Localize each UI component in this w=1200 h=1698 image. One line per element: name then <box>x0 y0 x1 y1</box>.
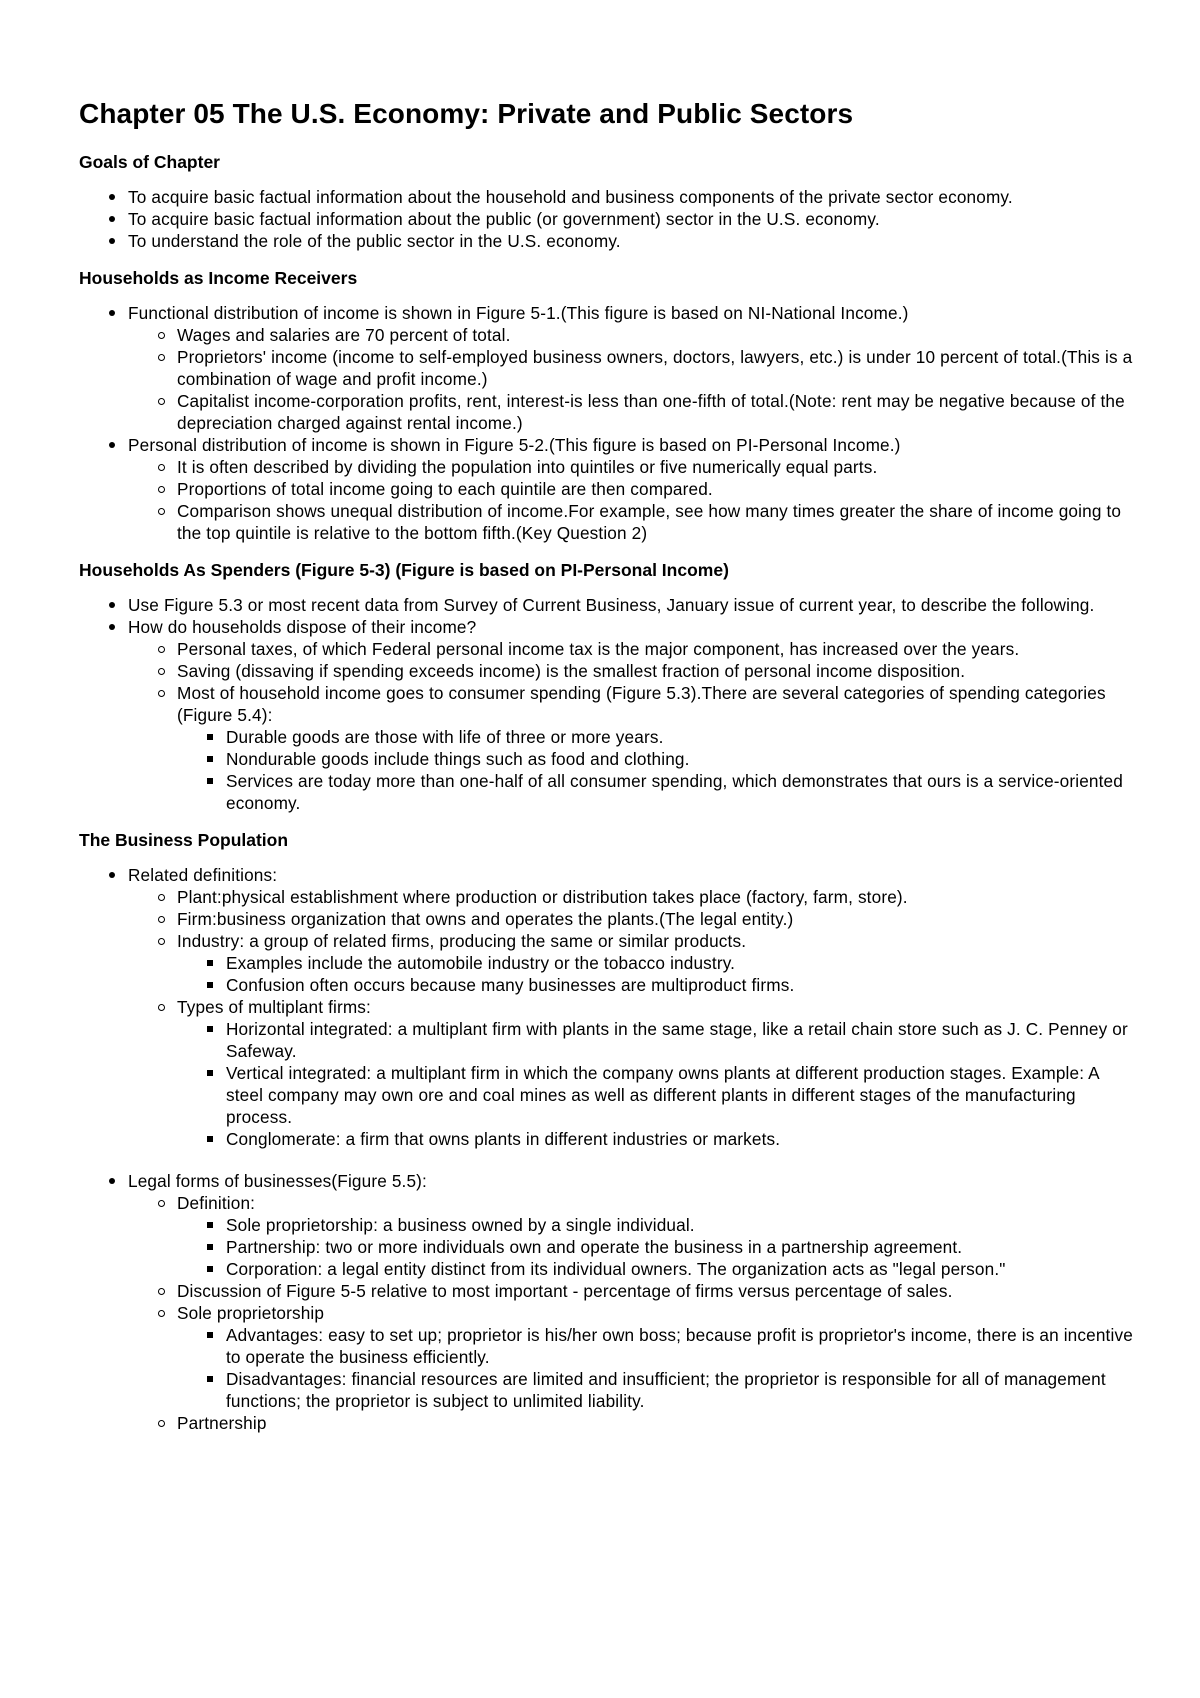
list-item: Firm:business organization that owns and operates the plants.(The legal entity.) <box>128 908 1140 930</box>
list-item: Sole proprietorship: a business owned by a single individual. <box>177 1214 1140 1236</box>
spenders-list <box>79 594 1140 814</box>
list-item: To acquire basic factual information about the public (or government) sector in the U.S. economy. <box>79 208 1140 230</box>
list-item: Related definitions: Plant:physical establishment where production or distribution takes place (factory, farm, store). Firm:business organization that owns and operates the plants.(The legal entity.) Industry: a group of related firms, producing the same or similar products. Examples include the automobile industry or the tobacco industry. Confusion often occurs because many businesses are multiproduct firms. Types of multiplant firms: Horizontal integrated: a multiplant firm with plants in the same stage, like a retail chain store such as J. C. Penney or Safeway. Vertical integrated: a multiplant firm in which the company owns plants at different production stages. Example: A steel company may own ore and coal mines as well as different plants in different stages of the manufacturing process. Conglomerate: a firm that owns plants in different industries or markets. <box>79 864 1140 1170</box>
list-item: Nondurable goods include things such as food and clothing. <box>177 748 1140 770</box>
list-spacer <box>128 1150 1140 1170</box>
list-item: Durable goods are those with life of three or more years. <box>177 726 1140 748</box>
list-item: Plant:physical establishment where production or distribution takes place (factory, farm, store). <box>128 886 1140 908</box>
list-item: Partnership <box>128 1412 1140 1434</box>
list-item: Wages and salaries are 70 percent of total. <box>128 324 1140 346</box>
list-item: Advantages: easy to set up; proprietor is his/her own boss; because profit is proprietor's income, there is an incentive to operate the business efficiently. <box>177 1324 1140 1368</box>
list-item: Capitalist income-corporation profits, rent, interest-is less than one-fifth of total.(Note: rent may be negative because of the depreciation charged against rental income.) <box>128 390 1140 434</box>
list-item: Types of multiplant firms: Horizontal integrated: a multiplant firm with plants in the same stage, like a retail chain store such as J. C. Penney or Safeway. Vertical integrated: a multiplant firm in which the company owns plants at different production stages. Example: A steel company may own ore and coal mines as well as different plants in different stages of the manufacturing process. Conglomerate: a firm that owns plants in different industries or markets. <box>128 996 1140 1150</box>
list-item: Functional distribution of income is shown in Figure 5-1.(This figure is based on NI-National Income.) Wages and salaries are 70 percent of total. Proprietors' income (income to self-employed business owners, doctors, lawyers, etc.) is under 10 percent of total.(This is a combination of wage and profit income.) Capitalist income-corporation profits, rent, interest-is less than one-fifth of total.(Note: rent may be negative because of the depreciation charged against rental income.) <box>79 302 1140 434</box>
list-item: Comparison shows unequal distribution of income.For example, see how many times greater the share of income going to the top quintile is relative to the bottom fifth.(Key Question 2) <box>128 500 1140 544</box>
list-item: Conglomerate: a firm that owns plants in different industries or markets. <box>177 1128 1140 1150</box>
list-item: How do households dispose of their income? Personal taxes, of which Federal personal income tax is the major component, has increased over the years. Saving (dissaving if spending exceeds income) is the smallest fraction of personal income disposition. Most of household income goes to consumer spending (Figure 5.3).There are several categories of spending categories (Figure 5.4): Durable goods are those with life of three or more years. Nondurable goods include things such as food and clothing. Services are today more than one-half of all consumer spending, which demonstrates that ours is a service-oriented economy. <box>79 616 1140 814</box>
list-item: To acquire basic factual information about the household and business components of the private sector economy. <box>79 186 1140 208</box>
list-item: Personal taxes, of which Federal personal income tax is the major component, has increased over the years. <box>128 638 1140 660</box>
list-item: It is often described by dividing the population into quintiles or five numerically equal parts. <box>128 456 1140 478</box>
list-item: Saving (dissaving if spending exceeds income) is the smallest fraction of personal income disposition. <box>128 660 1140 682</box>
list-item: Discussion of Figure 5-5 relative to most important - percentage of firms versus percentage of sales. <box>128 1280 1140 1302</box>
list-item: Proprietors' income (income to self-employed business owners, doctors, lawyers, etc.) is under 10 percent of total.(This is a combination of wage and profit income.) <box>128 346 1140 390</box>
list-item: Horizontal integrated: a multiplant firm with plants in the same stage, like a retail chain store such as J. C. Penney or Safeway. <box>177 1018 1140 1062</box>
list-item: Confusion often occurs because many businesses are multiproduct firms. <box>177 974 1140 996</box>
list-item: Proportions of total income going to each quintile are then compared. <box>128 478 1140 500</box>
list-item: To understand the role of the public sector in the U.S. economy. <box>79 230 1140 252</box>
list-item: Services are today more than one-half of all consumer spending, which demonstrates that ours is a service-oriented economy. <box>177 770 1140 814</box>
income-receivers-list <box>79 302 1140 544</box>
list-item: Definition: Sole proprietorship: a business owned by a single individual. Partnership: two or more individuals own and operate the business in a partnership agreement. Corporation: a legal entity distinct from its individual owners. The organization acts as "legal person." <box>128 1192 1140 1280</box>
list-item: Corporation: a legal entity distinct from its individual owners. The organization acts as "legal person." <box>177 1258 1140 1280</box>
income-receivers-heading: Households as Income Receivers <box>79 268 358 288</box>
spenders-heading: Households As Spenders (Figure 5-3) (Figure is based on PI-Personal Income) <box>79 560 729 580</box>
business-list <box>79 864 1140 1434</box>
list-item: Examples include the automobile industry or the tobacco industry. <box>177 952 1140 974</box>
list-item: Sole proprietorship Advantages: easy to set up; proprietor is his/her own boss; because profit is proprietor's income, there is an incentive to operate the business efficiently. Disadvantages: financial resources are limited and insufficient; the proprietor is responsible for all of management functions; the proprietor is subject to unlimited liability. <box>128 1302 1140 1412</box>
list-item: Disadvantages: financial resources are limited and insufficient; the proprietor is responsible for all of management functions; the proprietor is subject to unlimited liability. <box>177 1368 1140 1412</box>
list-item: Personal distribution of income is shown in Figure 5-2.(This figure is based on PI-Personal Income.) It is often described by dividing the population into quintiles or five numerically equal parts. Proportions of total income going to each quintile are then compared. Comparison shows unequal distribution of income.For example, see how many times greater the share of income going to the top quintile is relative to the bottom fifth.(Key Question 2) <box>79 434 1140 544</box>
page-title: Chapter 05 The U.S. Economy: Private and Public Sectors <box>79 98 854 129</box>
goals-heading: Goals of Chapter <box>79 152 220 172</box>
list-item: Use Figure 5.3 or most recent data from Survey of Current Business, January issue of current year, to describe the following. <box>79 594 1140 616</box>
list-item: Most of household income goes to consumer spending (Figure 5.3).There are several categories of spending categories (Figure 5.4): Durable goods are those with life of three or more years. Nondurable goods include things such as food and clothing. Services are today more than one-half of all consumer spending, which demonstrates that ours is a service-oriented economy. <box>128 682 1140 814</box>
goals-list <box>79 186 1140 252</box>
list-item: Industry: a group of related firms, producing the same or similar products. Examples include the automobile industry or the tobacco industry. Confusion often occurs because many businesses are multiproduct firms. <box>128 930 1140 996</box>
list-item: Partnership: two or more individuals own and operate the business in a partnership agreement. <box>177 1236 1140 1258</box>
list-item: Vertical integrated: a multiplant firm in which the company owns plants at different production stages. Example: A steel company may own ore and coal mines as well as different plants in different stages of the manufacturing process. <box>177 1062 1140 1128</box>
business-heading: The Business Population <box>79 830 289 850</box>
list-item: Legal forms of businesses(Figure 5.5): Definition: Sole proprietorship: a business owned by a single individual. Partnership: two or more individuals own and operate the business in a partnership agreement. Corporation: a legal entity distinct from its individual owners. The organization acts as "legal person." Discussion of Figure 5-5 relative to most important - percentage of firms versus percentage of sales. Sole proprietorship Advantages: easy to set up; proprietor is his/her own boss; because profit is proprietor's income, there is an incentive to operate the business efficiently. Disadvantages: financial resources are limited and insufficient; the proprietor is responsible for all of management functions; the proprietor is subject to unlimited liability. Partnership <box>79 1170 1140 1434</box>
